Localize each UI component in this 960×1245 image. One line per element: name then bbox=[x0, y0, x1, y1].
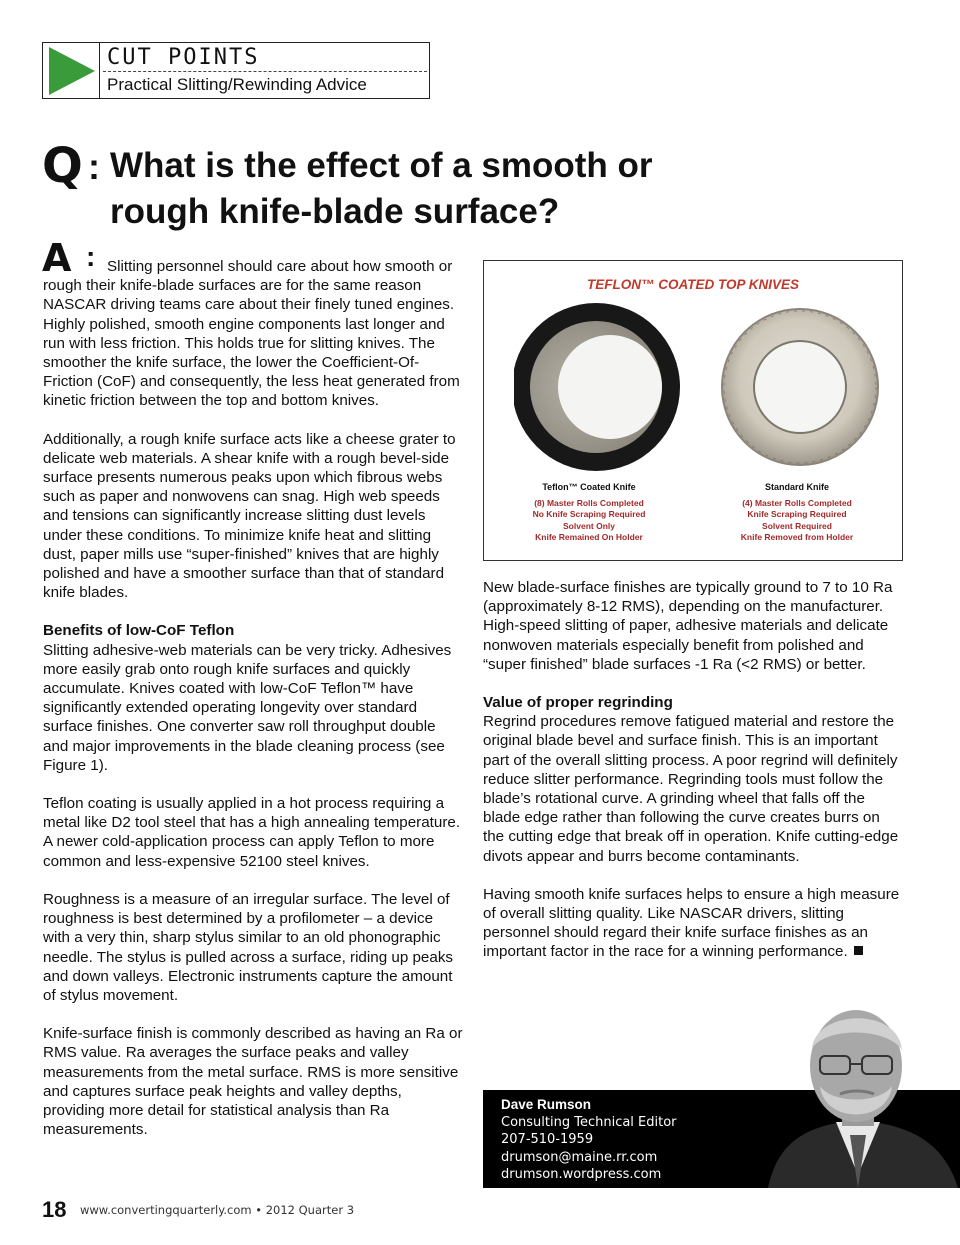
caption-line: Knife Remained On Holder bbox=[535, 532, 643, 543]
caption-line: Knife Scraping Required bbox=[747, 509, 847, 520]
standard-knife-photo bbox=[722, 309, 878, 465]
paragraph: New blade-surface finishes are typically ground to 7 to 10 Ra (approximately 8-12 RMS), depending on the manufacturer. High-speed slitting of paper, adhesive materials and delicate nonwoven materials especially benefit from polished and “super finished” blade surfaces -1 Ra (<2 RMS) or better. bbox=[483, 579, 893, 673]
answer-colon: : bbox=[86, 241, 96, 272]
caption-line: (8) Master Rolls Completed bbox=[534, 497, 644, 508]
question-headline: What is the effect of a smooth or rough knife-blade surface? bbox=[110, 146, 653, 231]
section bbox=[43, 621, 463, 775]
page-number: 18 bbox=[42, 1197, 67, 1222]
divider bbox=[103, 71, 427, 72]
paragraph: Additionally, a rough knife surface acts like a cheese grater to delicate web materials. A shear knife with a rough bevel-side surface presents numerous peaks upon which fibrous webs such as paper and nonwovens can snag. High web speeds and tensions can significantly increase slitting dust levels under these conditions. To minimize knife heat and slitting dust, paper mills use “super-finished” knives that are highly polished and have a smoother surface than that of standard knife blades. bbox=[43, 430, 456, 602]
play-triangle-icon bbox=[43, 43, 99, 98]
column-subtitle: Practical Slitting/Rewinding Advice bbox=[107, 75, 367, 94]
figure-1 bbox=[483, 260, 903, 561]
caption-line: Knife Removed from Holder bbox=[740, 532, 854, 543]
section-heading: Benefits of low-CoF Teflon bbox=[43, 622, 235, 640]
paragraph: Roughness is a measure of an irregular surface. The level of roughness is best determined by a profilometer – a device with a very thin, sharp stylus similar to an old phonographic needle. The stylus is pulled across a surface, riding up peaks and down valleys. Electronic instruments capture the amount of stylus movement. bbox=[43, 890, 454, 1004]
caption-title: Teflon™ Coated Knife bbox=[542, 482, 636, 492]
section bbox=[483, 693, 903, 866]
right-column bbox=[483, 578, 903, 981]
standard-knife-caption bbox=[702, 482, 892, 544]
answer-label: A bbox=[42, 236, 72, 280]
author-photo bbox=[758, 1000, 960, 1188]
author-phone: 207-510-1959 bbox=[501, 1132, 594, 1147]
column-header bbox=[42, 42, 430, 99]
caption-line: No Knife Scraping Required bbox=[532, 509, 646, 520]
caption-line: Solvent Only bbox=[563, 520, 615, 531]
question-label: Q bbox=[42, 138, 82, 194]
footer-text: www.convertingquarterly.com • 2012 Quarter 3 bbox=[80, 1203, 355, 1217]
paragraph: Knife-surface finish is commonly described as having an Ra or RMS value. Ra averages the surface peaks and valley measurements from the metal surface. RMS is more sensitive and captures surface peak heights and valley depths, providing more detail for statistical analysis than Ra measurements. bbox=[43, 1025, 463, 1139]
paragraph: Slitting personnel should care about how smooth or rough their knife-blade surfaces are for the same reason NASCAR driving teams care about their finely tuned engines. Highly polished, smooth engine components last longer and run with less friction. This holds true for slitting knives. The smoother the knife surface, the lower the Coefficient-Of-Friction (CoF) and consequently, the less heat generated from kinetic friction between the top and bottom knives. bbox=[43, 258, 460, 410]
paragraph: Having smooth knife surfaces helps to ensure a high measure of overall slitting quality. Like NASCAR drivers, slitting personnel should regard their knife surface finishes as an important factor in the race for a winning performance. bbox=[483, 885, 900, 961]
column-logo bbox=[43, 43, 100, 98]
teflon-knife-photo bbox=[484, 301, 710, 481]
question-colon: : bbox=[88, 146, 100, 187]
paragraph: Teflon coating is usually applied in a hot process requiring a metal like D2 tool steel that has a high annealing temperature. A newer cold-application process can apply Teflon to more common and less-expensive 52100 steel knives. bbox=[43, 795, 461, 870]
teflon-knife-caption bbox=[494, 482, 684, 544]
paragraph: Slitting adhesive-web materials can be very tricky. Adhesives more easily grab onto rough knife surfaces and quickly accumulate. Knives coated with low-CoF Teflon™ have significantly extended operating longevity over standard surface finishes. One converter saw roll throughput double and major improvements in the blade cleaning process (see Figure 1). bbox=[43, 641, 452, 774]
left-column bbox=[43, 257, 463, 1158]
caption-line: Solvent Required bbox=[762, 520, 832, 531]
caption-line: (4) Master Rolls Completed bbox=[742, 497, 852, 508]
end-of-article-icon bbox=[854, 946, 863, 955]
paragraph: Regrind procedures remove fatigued material and restore the original blade bevel and surface finish. This is an important part of the overall slitting process. A poor regrind will definitely reduce slitter performance. Regrinding tools must follow the blade’s rotational curve. A grinding wheel that falls off the blade edge rather than following the curve creates burrs on the cutting edge that break off in operation. Knife cutting-edge divots appear and burrs become contaminants. bbox=[483, 713, 899, 865]
author-email[interactable]: drumson@maine.rr.com bbox=[501, 1150, 658, 1165]
author-blog[interactable]: drumson.wordpress.com bbox=[501, 1167, 662, 1182]
author-title: Consulting Technical Editor bbox=[501, 1115, 677, 1130]
knife-photos bbox=[484, 301, 902, 481]
author-name: Dave Rumson bbox=[501, 1097, 592, 1112]
caption-title: Standard Knife bbox=[764, 482, 829, 492]
column-name: CUT POINTS bbox=[107, 45, 260, 70]
section-heading: Value of proper regrinding bbox=[483, 694, 673, 712]
figure-title: TEFLON™ COATED TOP KNIVES bbox=[586, 277, 799, 292]
section bbox=[483, 885, 903, 962]
